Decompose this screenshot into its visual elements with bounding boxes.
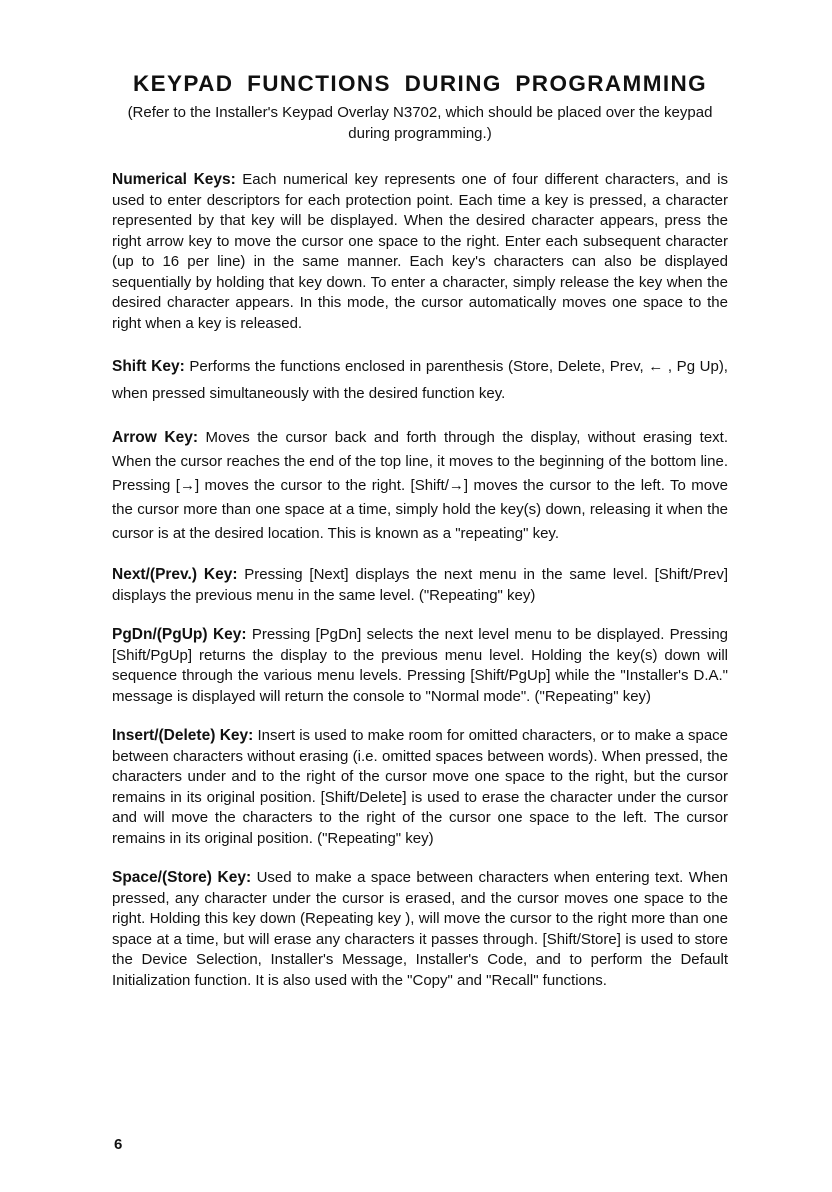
entry-next-prev-key bbox=[112, 565, 728, 606]
entry-pgdn-pgup-key bbox=[112, 625, 728, 707]
entry-heading: Arrow Key: bbox=[112, 429, 199, 446]
entry-heading: Numerical Keys: bbox=[112, 171, 236, 188]
entry-space-store-key bbox=[112, 868, 728, 991]
entry-text: Insert is used to make room for omitted characters, or to make a space between characters without erasing (i.e. omitted spaces between words). When pressed, the characters under and to the right of the cursor move one space to the right, but the cursor remains in its original position. [Shift/Delete] is used to erase the character under the cursor and will move the characters to the right of the cursor one space to the left. The cursor remains in its original position. ("Repeating" key) bbox=[112, 727, 729, 847]
entry-heading: Insert/(Delete) Key: bbox=[112, 727, 254, 744]
entry-heading: Space/(Store) Key: bbox=[112, 869, 252, 886]
entry-arrow-key bbox=[112, 426, 728, 546]
page-number: 6 bbox=[114, 1136, 123, 1153]
entry-text: Used to make a space between characters when entering text. When pressed, any character under the cursor is erased, and the cursor moves one space to the right. Holding this key down (Repeating key ), will move the cursor to the right more than one space at a time, but will erase any characters it passes through. [Shift/Store] is used to store the Device Selection, Installer's Message, Installer's Code, and to perform the Default Initialization function. It is also used with the "Copy" and "Recall" functions. bbox=[112, 869, 728, 989]
entry-text: Performs the functions enclosed in parenthesis (Store, Delete, Prev, ← , Pg Up), when pressed simultaneously with the desired function key. bbox=[112, 358, 728, 402]
page-title: KEYPAD FUNCTIONS DURING PROGRAMMING bbox=[132, 71, 708, 96]
entry-text: Pressing [Next] displays the next menu in the same level. [Shift/Prev] displays the previous menu in the same level. ("Repeating" key) bbox=[112, 566, 728, 604]
entry-heading: Next/(Prev.) Key: bbox=[112, 566, 238, 583]
entry-text: Each numerical key represents one of four different characters, and is used to enter descriptors for each protection point. Each time a key is pressed, a character represented by that key will be displayed. When the desired character appears, press the right arrow key to move the cursor one space to the right. Enter each subsequent character (up to 16 per line) in the same manner. Each key's characters can also be displayed sequentially by holding that key down. To enter a character, simply release the key when the desired character appears. In this mode, the cursor automatically moves one space to the right when a key is released. bbox=[112, 171, 728, 332]
entry-numerical-keys bbox=[112, 170, 728, 334]
entry-heading: Shift Key: bbox=[112, 358, 185, 375]
entry-insert-delete-key bbox=[112, 726, 728, 849]
manual-page bbox=[112, 70, 728, 1010]
entry-heading: PgDn/(PgUp) Key: bbox=[112, 626, 247, 643]
page-subtitle: (Refer to the Installer's Keypad Overlay N3702, which should be placed over the keypad during programming.) bbox=[127, 104, 713, 142]
entry-shift-key bbox=[112, 353, 728, 407]
entry-text: Moves the cursor back and forth through the display, without erasing text. When the cursor reaches the end of the top line, it moves to the beginning of the bottom line. Pressing [→] moves the cursor to the right. [Shift/→] moves the cursor to the left. To move the cursor more than one space at a time, simply hold the key(s) down, releasing it when the cursor is at the desired location. This is known as a "repeating" key. bbox=[112, 429, 728, 542]
entry-text: Pressing [PgDn] selects the next level menu to be displayed. Pressing [Shift/PgUp] returns the display to the previous menu level. Holding the key(s) down will sequence through the various menu levels. Pressing [Shift/PgUp] while the "Installer's D.A." message is displayed will return the console to "Normal mode". ("Repeating" key) bbox=[112, 626, 729, 705]
